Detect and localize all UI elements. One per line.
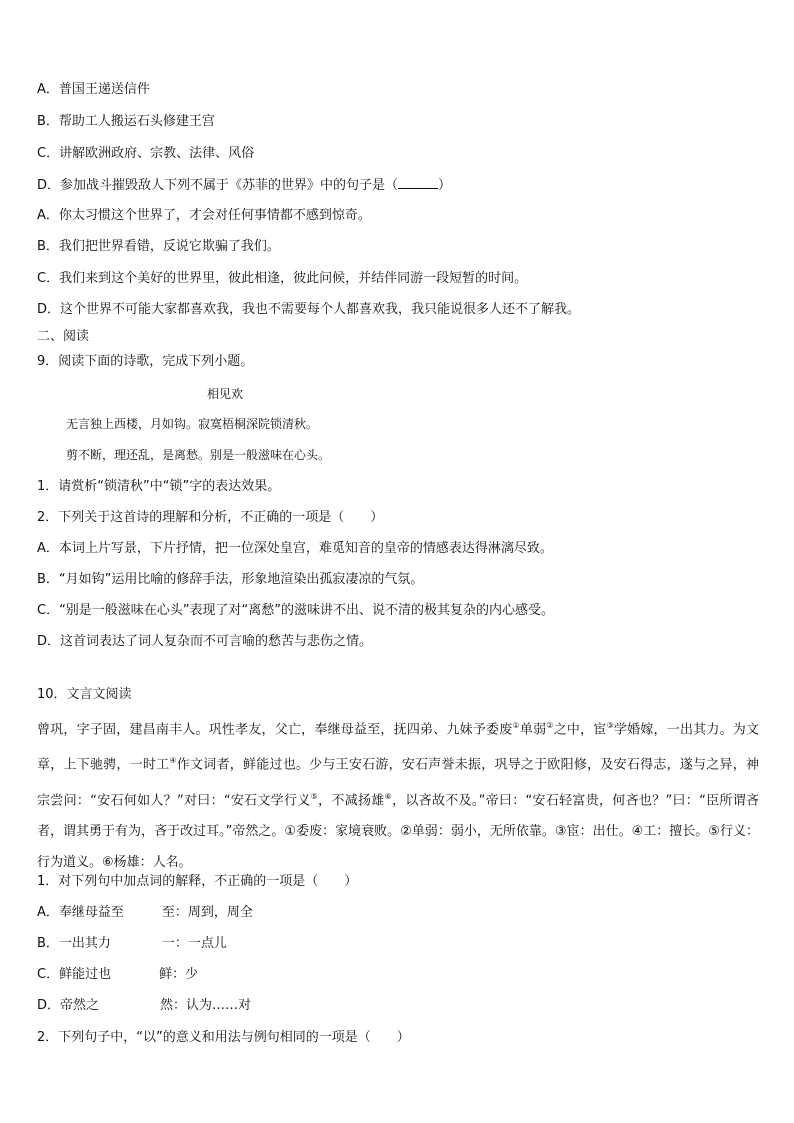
passage-text: 作文词者，鲜能过也。少与王安石游，安石声誉未振，巩导之于欧阳修，及安石得志，遂与之异，神宗尝问：“安石何如人？”对曰：“安石文学行义 [37,757,759,808]
q9-option-b: B．“月如钩”运用比喻的修辞手法，形象地渲染出孤寂凄凉的气氛。 [37,572,424,587]
q8-stem [37,176,451,195]
option-letter: C． [37,967,60,982]
passage-text: 学婚嫁，一出其力。为文章，上下驰骋，一时工 [37,722,759,773]
footnote-marker: ② [546,721,554,730]
option-phrase: 鲜能过也 [59,967,112,982]
poem-line-1: 无言独上西楼，月如钩。寂寞梧桐深院锁清秋。 [66,417,319,431]
option-b-top: B．帮助工人搬运石头修建王宫 [37,114,215,129]
option-letter: B． [37,936,59,951]
option-gloss: 至：周到，周全 [161,905,253,920]
q10-option-a [37,904,253,922]
q10-sub-question-1: 1．对下列句中加点词的解释，不正确的一项是（ ） [37,874,358,889]
q10-option-c [37,966,198,984]
q8-stem-suffix: ） [438,178,452,193]
option-letter: A． [37,905,59,920]
q9-title: 9．阅读下面的诗歌，完成下列小题。 [37,354,254,369]
passage-text: ，以吝故不及。”帝曰：“安石轻富贵，何吝也？”曰：“臣所谓吝者，谓其勇于有为，吝于改过耳。”帝然之。①委废：家境衰败。②单弱：弱小，无所依靠。③宦：出仕。④工：擅长。⑤行义：行为道义。⑥杨雄：人名。 [37,792,759,870]
passage-text: ，不减扬雄 [318,792,385,808]
q8-option-d: D．这个世界不可能大家都喜欢我，我也不需要每个人都喜欢我，我只能说很多人还不了解我。 [37,302,581,317]
q8-option-c: C．我们来到这个美好的世界里，彼此相逢，彼此问候，并结伴同游一段短暂的时间。 [37,271,528,286]
answer-blank [398,176,438,189]
option-phrase: 一出其力 [58,936,111,951]
passage-text: 之中，宦 [553,722,607,738]
option-a-top: A．普国王递送信件 [37,82,150,97]
q10-option-b [37,935,227,953]
q9-option-a: A．本词上片写景，下片抒情，把一位深处皇宫，难觅知音的皇帝的情感表达得淋漓尽致。 [37,541,553,556]
poem-line-2: 剪不断，理还乱，是离愁。别是一般滋味在心头。 [66,448,331,462]
q8-stem-prefix: D．参加战斗摧毁敌人下列不属于《苏菲的世界》中的句子是（ [37,178,399,193]
q10-sub-question-2: 2．下列句子中，“以”的意义和用法与例句相同的一项是（ ） [37,1030,410,1045]
footnote-marker: ⑤ [310,791,319,801]
poem-title: 相见欢 [207,387,244,401]
q8-option-a: A．你太习惯这个世界了，才会对任何事情都不感到惊奇。 [37,208,371,223]
q10-title: 10．文言文阅读 [37,687,132,702]
q9-option-d: D．这首词表达了词人复杂而不可言喻的愁苦与悲伤之情。 [37,634,373,649]
option-gloss: 一：一点儿 [161,936,227,951]
footnote-marker: ③ [606,721,614,730]
q9-sub-question-2: 2．下列关于这首诗的理解和分析，不正确的一项是（ ） [37,510,384,525]
classical-passage [37,710,759,878]
option-gloss: 然：认为……对 [160,998,252,1013]
passage-text: 单弱 [519,722,547,738]
footnote-marker: ⑥ [384,791,393,801]
footnote-marker: ④ [169,756,177,766]
passage-text: 曾巩，字子固，建昌南丰人。巩性孝友，父亡，奉继母益至，抚四弟、九妹予委废 [37,722,513,738]
q10-option-d [37,997,251,1015]
option-c-top: C．讲解欧洲政府、宗教、法律、风俗 [37,146,255,161]
q9-sub-question-1: 1．请赏析“锁清秋”中“锁”字的表达效果。 [37,479,281,494]
footnote-marker: ① [512,721,520,730]
option-phrase: 奉继母益至 [58,905,124,920]
option-letter: D． [37,998,61,1013]
q8-option-b: B．我们把世界看错，反说它欺骗了我们。 [37,239,280,254]
q9-option-c: C．“别是一般滋味在心头”表现了对“离愁”的滋味讲不出、说不清的极其复杂的内心感受。 [37,603,555,618]
option-gloss: 鲜：少 [159,967,199,982]
option-phrase: 帝然之 [60,998,100,1013]
section-heading-reading: 二、阅读 [37,329,90,344]
